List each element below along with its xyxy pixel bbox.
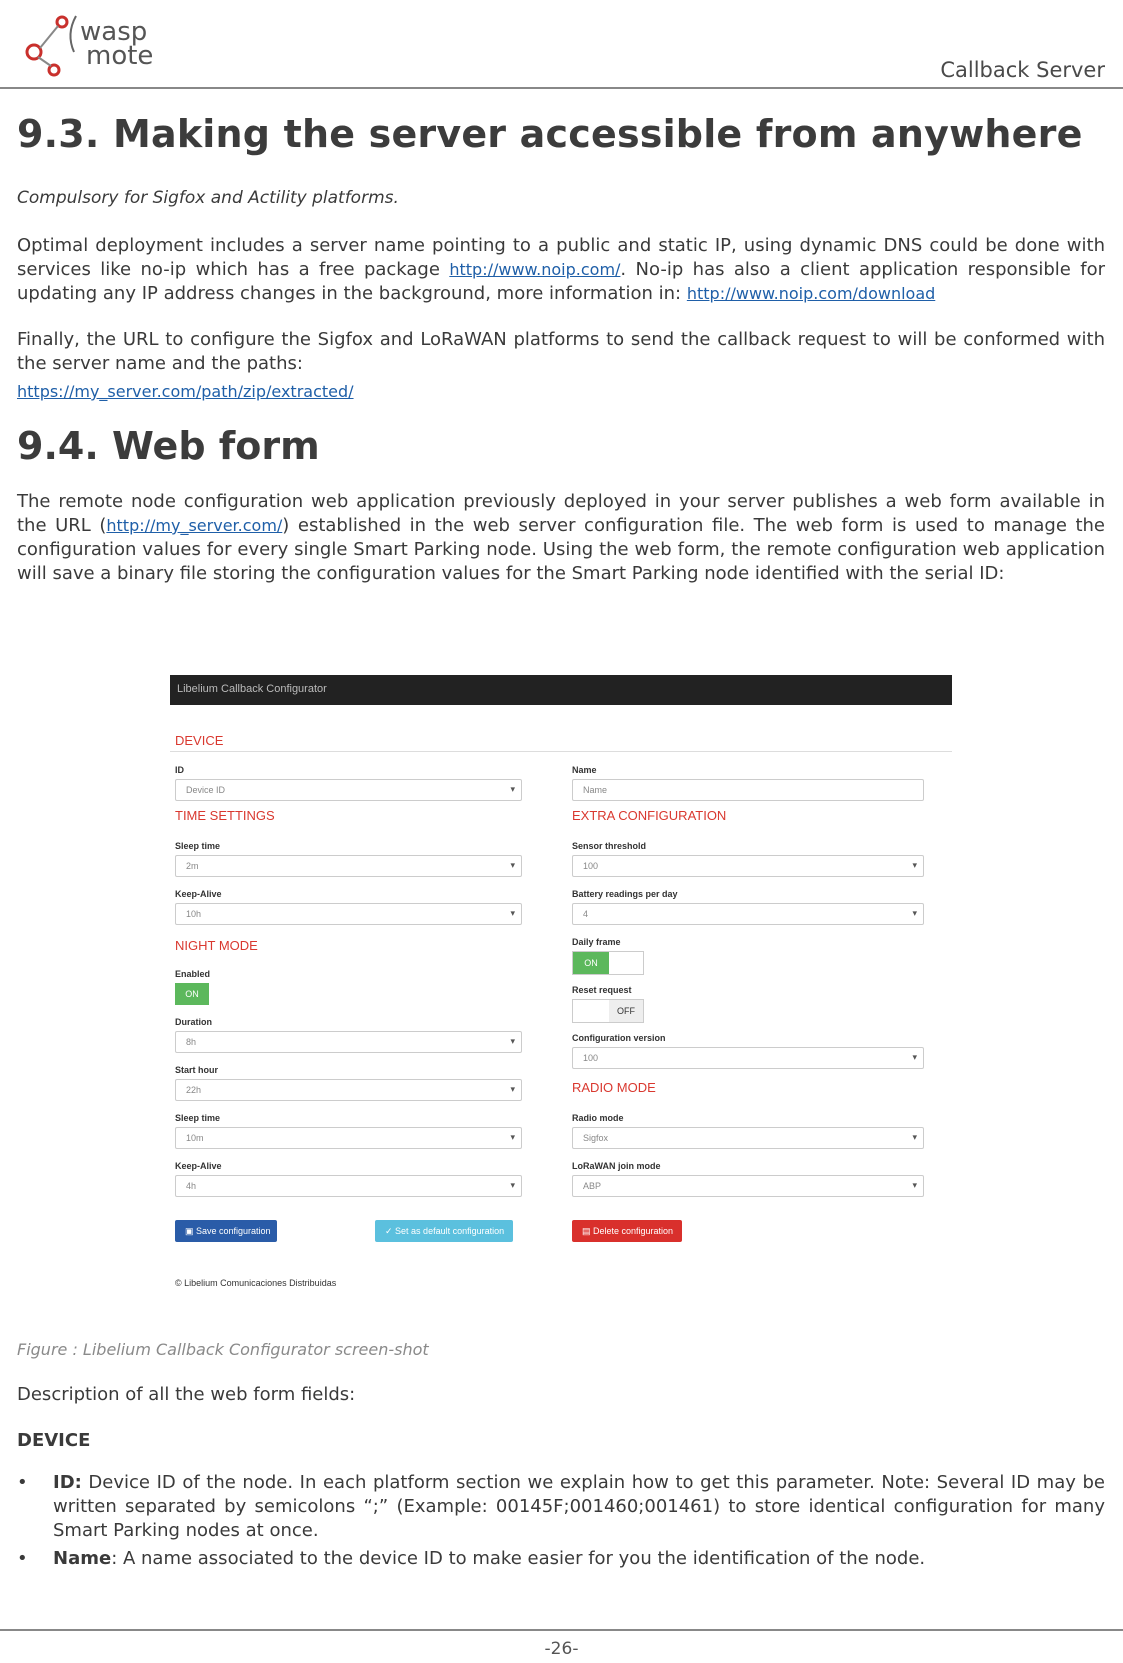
configurator-navbar (170, 675, 952, 705)
svg-text:wasp: wasp (80, 17, 148, 47)
night-mode-heading: NIGHT MODE (175, 938, 258, 953)
section-9-3-lead: Compulsory for Sigfox and Actility platforms. (17, 188, 399, 208)
save-configuration-button[interactable] (175, 1220, 277, 1242)
page-number: -26- (544, 1639, 579, 1659)
reset-request-label: Reset request (572, 985, 632, 995)
figure-caption: Figure : Libelium Callback Configurator screen-shot (17, 1340, 429, 1359)
duration-value: 8h (186, 1037, 197, 1047)
section-9-3-paragraph-1 (17, 234, 1105, 306)
noip-download-link[interactable]: http://www.noip.com/download (686, 284, 936, 303)
section-9-4-paragraph (17, 490, 1105, 586)
night-sleep-time-value: 10m (186, 1133, 204, 1143)
battery-readings-label: Battery readings per day (572, 889, 678, 899)
enabled-toggle[interactable] (175, 983, 209, 1005)
time-settings-heading: TIME SETTINGS (175, 808, 275, 823)
configurator-title: Libelium Callback Configurator (177, 683, 327, 695)
paragraph-text: The remote node configuration web application previously deployed in your server publishes a web form available in the URL ( (17, 491, 1105, 536)
paragraph-text: . No-ip has also a client application responsible for updating any IP address changes in the background, more information in: (17, 259, 1105, 304)
configuration-version-select[interactable] (572, 1047, 924, 1069)
dropdown-arrow-icon: ▾ (912, 1180, 917, 1190)
night-sleep-time-select[interactable] (175, 1127, 522, 1149)
svg-text:mote: mote (86, 41, 154, 71)
header-divider (0, 87, 1123, 89)
sensor-threshold-label: Sensor threshold (572, 841, 647, 851)
field-description-list (17, 1471, 1105, 1571)
dropdown-arrow-icon: ▾ (912, 908, 917, 918)
battery-readings-select[interactable] (572, 903, 924, 925)
reset-request-toggle[interactable] (572, 999, 644, 1023)
extra-configuration-heading: EXTRA CONFIGURATION (572, 808, 727, 823)
set-default-configuration-button[interactable] (375, 1220, 513, 1242)
bullet-text: : A name associated to the device ID to make easier for you the identification of the node. (111, 1548, 926, 1569)
lorawan-join-mode-value: ABP (583, 1181, 602, 1191)
paragraph-text: Optimal deployment includes a server name pointing to a public and static IP, using dynamic DNS could be done with services like no-ip which has a free package (17, 235, 1105, 280)
main-content (17, 112, 1105, 586)
save-button-label: Save configuration (196, 1226, 271, 1236)
sensor-threshold-value: 100 (583, 861, 599, 871)
night-keep-alive-select[interactable] (175, 1175, 522, 1197)
name-input[interactable] (572, 779, 924, 801)
copyright-note: © Libelium Comunicaciones Distribuidas (175, 1278, 337, 1288)
lorawan-join-mode-select[interactable] (572, 1175, 924, 1197)
dropdown-arrow-icon: ▾ (510, 860, 515, 870)
dropdown-arrow-icon: ▾ (912, 1052, 917, 1062)
reset-request-off-state: OFF (609, 1000, 643, 1022)
sleep-time-value: 2m (186, 861, 199, 871)
daily-frame-label: Daily frame (572, 937, 621, 947)
radio-mode-select[interactable] (572, 1127, 924, 1149)
waspmote-logo (14, 4, 184, 80)
sleep-time-label: Sleep time (175, 841, 221, 851)
delete-button-label: Delete configuration (593, 1226, 674, 1236)
id-label: ID (175, 765, 184, 775)
keep-alive-value: 10h (186, 909, 202, 919)
keep-alive-label: Keep-Alive (175, 889, 222, 899)
daily-frame-on-state: ON (573, 952, 609, 974)
daily-frame-toggle[interactable] (572, 951, 644, 975)
device-heading: DEVICE (17, 1430, 91, 1451)
dropdown-arrow-icon: ▾ (510, 1084, 515, 1094)
list-item (17, 1547, 1105, 1571)
dropdown-arrow-icon: ▾ (510, 1180, 515, 1190)
id-value: Device ID (186, 785, 226, 795)
enabled-label: Enabled (175, 969, 211, 979)
configuration-version-label: Configuration version (572, 1033, 666, 1043)
bullet-icon: • (17, 1472, 28, 1493)
list-item (17, 1471, 1105, 1543)
radio-mode-value: Sigfox (583, 1133, 609, 1143)
night-keep-alive-label: Keep-Alive (175, 1161, 222, 1171)
section-9-4-title: 9.4. Web form (17, 424, 320, 468)
check-icon: ✓ (385, 1226, 396, 1236)
battery-readings-value: 4 (583, 909, 589, 919)
night-keep-alive-value: 4h (186, 1181, 197, 1191)
noip-link[interactable]: http://www.noip.com/ (449, 260, 621, 279)
dropdown-arrow-icon: ▾ (510, 1036, 515, 1046)
radio-mode-heading: RADIO MODE (572, 1080, 656, 1095)
callback-path-link[interactable]: https://my_server.com/path/zip/extracted/ (17, 382, 354, 401)
section-9-3-paragraph-2: Finally, the URL to configure the Sigfox and LoRaWAN platforms to send the callback request to will be conformed with the server name and the paths: (17, 329, 1105, 374)
delete-configuration-button[interactable] (572, 1220, 682, 1242)
dropdown-arrow-icon: ▾ (510, 1132, 515, 1142)
configuration-version-value: 100 (583, 1053, 599, 1063)
keep-alive-select[interactable] (175, 903, 522, 925)
radio-mode-label: Radio mode (572, 1113, 624, 1123)
bullet-label: ID: (53, 1472, 82, 1493)
description-intro: Description of all the web form fields: (17, 1384, 356, 1405)
sensor-threshold-select[interactable] (572, 855, 924, 877)
default-button-label: Set as default configuration (395, 1226, 505, 1236)
configurator-screenshot (170, 675, 952, 1315)
server-url-link[interactable]: http://my_server.com/ (106, 516, 283, 535)
dropdown-arrow-icon: ▾ (912, 860, 917, 870)
start-hour-label: Start hour (175, 1065, 219, 1075)
lorawan-join-mode-label: LoRaWAN join mode (572, 1161, 661, 1171)
bullet-text: Device ID of the node. In each platform section we explain how to get this parameter. Note: Several ID may be written separated by semicolons “;” (Example: 00145F;001460;001461) to store identical configuration for many Smart Parking nodes at once. (53, 1472, 1105, 1541)
start-hour-value: 22h (186, 1085, 202, 1095)
bullet-label: Name (53, 1548, 112, 1569)
duration-label: Duration (175, 1017, 212, 1027)
start-hour-select[interactable] (175, 1079, 522, 1101)
header-section-title: Callback Server (940, 58, 1105, 82)
duration-select[interactable] (175, 1031, 522, 1053)
night-sleep-time-label: Sleep time (175, 1113, 221, 1123)
enabled-on-state: ON (175, 983, 209, 1005)
lower-content (17, 1340, 1105, 1571)
dropdown-arrow-icon: ▾ (510, 784, 515, 794)
dropdown-arrow-icon: ▾ (510, 908, 515, 918)
sleep-time-select[interactable] (175, 855, 522, 877)
trash-icon: ▤ (582, 1226, 594, 1236)
paragraph-text: ) established in the web server configuration file. The web form is used to manage the configuration values for every single Smart Parking node. Using the web form, the remote configuration web application will save a binary file storing the configuration values for the Smart Parking node identified with the serial ID: (17, 515, 1106, 584)
bullet-icon: • (17, 1548, 28, 1569)
dropdown-arrow-icon: ▾ (912, 1132, 917, 1142)
name-label: Name (572, 765, 597, 775)
floppy-icon: ▣ (185, 1226, 197, 1236)
section-9-3-title: 9.3. Making the server accessible from anywhere (17, 112, 1083, 156)
device-section-heading: DEVICE (175, 733, 224, 748)
name-placeholder: Name (583, 785, 608, 795)
section-divider (170, 751, 952, 752)
footer-divider (0, 1629, 1123, 1631)
id-select[interactable] (175, 779, 522, 801)
